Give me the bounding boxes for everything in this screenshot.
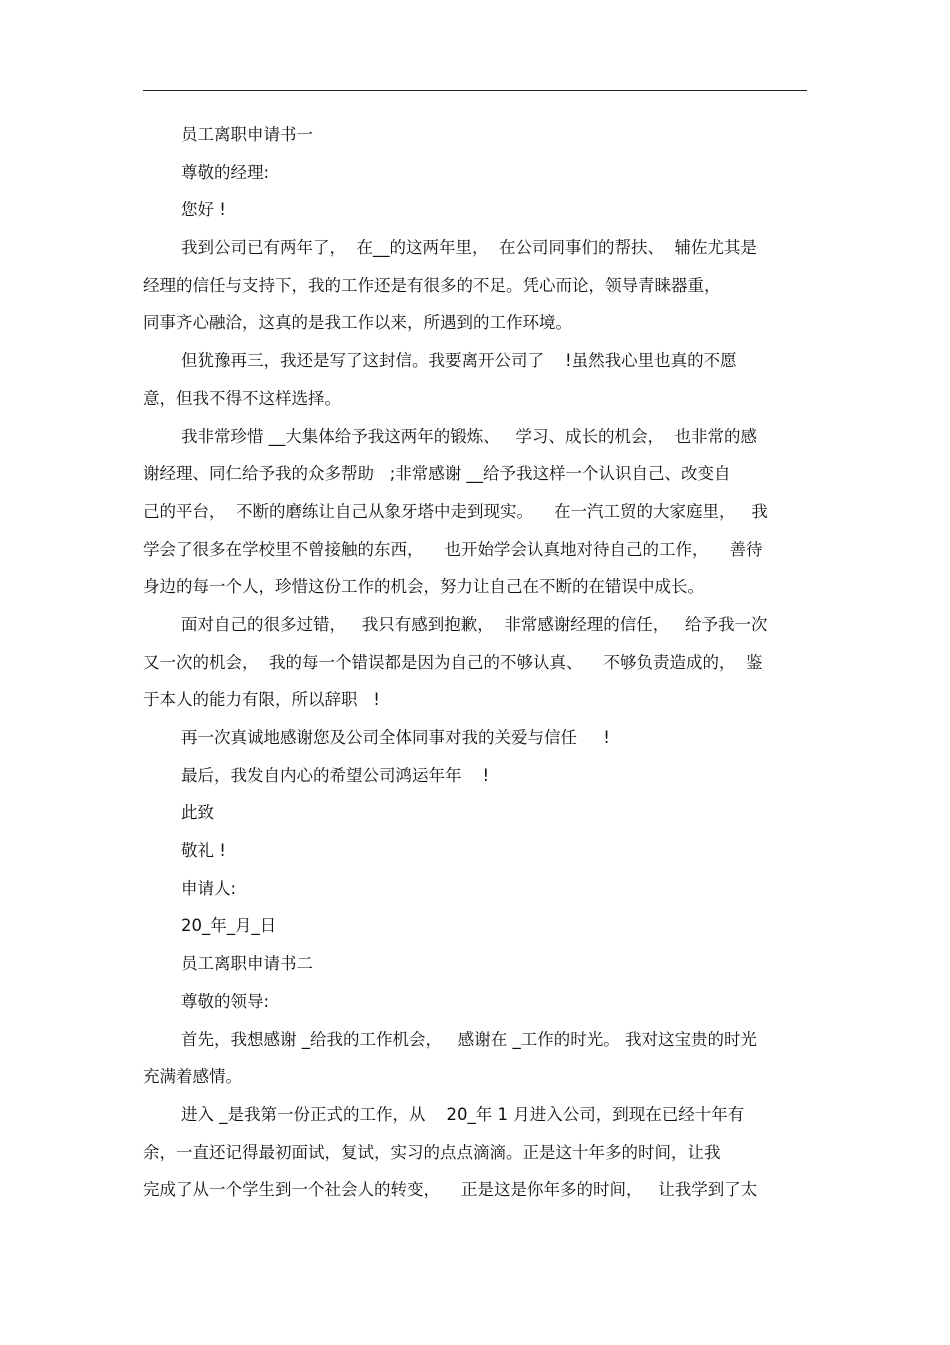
text-line: 申请人:	[181, 878, 237, 898]
text-line: 意，但我不得不这样选择。	[143, 388, 341, 408]
text-line: 尊敬的经理:	[181, 162, 270, 182]
text-line: 尊敬的领导:	[181, 991, 270, 1011]
text-line: 同事齐心融洽，这真的是我工作以来，所遇到的工作环境。	[143, 313, 572, 333]
text-line: 学会了很多在学校里不曾接触的东西， 也开始学会认真地对待自己的工作， 善待	[143, 539, 763, 559]
text-line: 充满着感情。	[143, 1067, 242, 1087]
text-line: 我非常珍惜 __大集体给予我这两年的锻炼、 学习、成长的机会， 也非常的感	[181, 426, 757, 446]
text-line: 己的平台， 不断的磨练让自己从象牙塔中走到现实。 在一汽工贸的大家庭里， 我	[143, 501, 768, 521]
text-line: 余，一直还记得最初面试，复试，实习的点点滴滴。正是这十年多的时间，让我	[143, 1142, 721, 1162]
text-line: 面对自己的很多过错， 我只有感到抱歉， 非常感谢经理的信任， 给予我一次	[181, 614, 768, 634]
text-line: 完成了从一个学生到一个社会人的转变， 正是这是你年多的时间， 让我学到了太	[143, 1180, 758, 1200]
text-line: 敬礼 !	[181, 841, 226, 861]
header-rule	[143, 90, 807, 91]
text-line: 再一次真诚地感谢您及公司全体同事对我的关爱与信任 !	[181, 728, 610, 747]
text-line: 进入 _是我第一份正式的工作，从 20_年 1 月进入公司，到现在已经十年有	[181, 1104, 745, 1124]
text-line: 最后，我发自内心的希望公司鸿运年年 !	[181, 765, 490, 785]
text-line: 20_年_月_日	[181, 916, 277, 936]
text-line: 员工离职申请书一	[181, 125, 313, 144]
text-line: 于本人的能力有限，所以辞职 !	[143, 690, 380, 710]
text-line: 首先，我想感谢 _给我的工作机会， 感谢在 _工作的时光。 我对这宝贵的时光	[181, 1029, 757, 1049]
text-line: 但犹豫再三，我还是写了这封信。我要离开公司了 !虽然我心里也真的不愿	[181, 351, 737, 371]
text-line: 经理的信任与支持下，我的工作还是有很多的不足。凭心而论，领导青睐器重，	[143, 275, 721, 295]
document-body	[143, 116, 807, 1209]
text-line: 谢经理、同仁给予我的众多帮助 ;非常感谢 __给予我这样一个认识自己、改变自	[143, 464, 731, 484]
text-line: 员工离职申请书二	[181, 954, 313, 974]
text-line: 此致	[181, 803, 214, 823]
text-line: 身边的每一个人，珍惜这份工作的机会，努力让自己在不断的在错误中成长。	[143, 577, 704, 597]
text-line: 我到公司已有两年了， 在__的这两年里， 在公司同事们的帮扶、 辅佐尤其是	[181, 238, 757, 258]
text-line: 又一次的机会， 我的每一个错误都是因为自己的不够认真、 不够负责造成的， 鉴	[143, 652, 763, 672]
text-line: 您好 !	[181, 200, 226, 220]
